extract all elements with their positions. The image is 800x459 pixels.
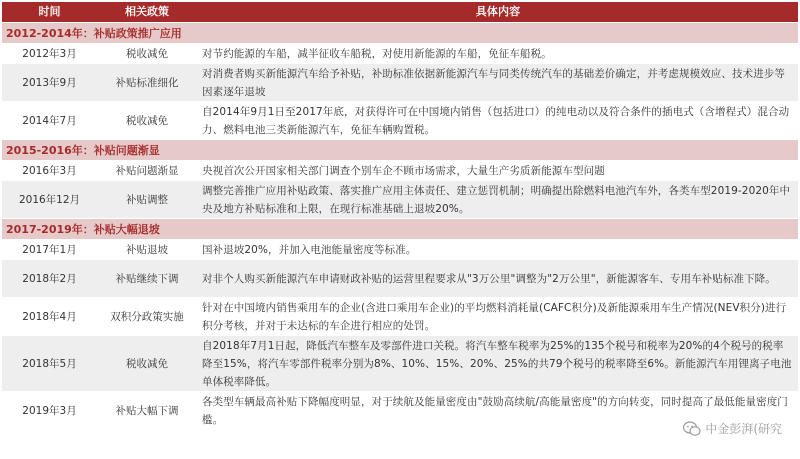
- cell-policy: 双积分政策实施: [110, 310, 184, 323]
- table-row: [2, 181, 798, 219]
- cell-time: 2014年7月: [22, 114, 77, 127]
- cell-content: 对非个人购买新能源汽车申请财政补贴的运营里程要求从"3万公里"调整为"2万公里"，新能源客车、专用车补贴标准下降。: [202, 272, 776, 285]
- header-time: 时间: [38, 5, 61, 18]
- cell-time: 2017年1月: [22, 243, 77, 256]
- cell-time: 2018年5月: [22, 357, 77, 370]
- cell-policy: 补贴调整: [126, 193, 168, 206]
- cell-policy: 税收减免: [126, 47, 168, 60]
- table-row: [2, 336, 798, 392]
- cell-policy: 补贴问题渐显: [115, 164, 179, 177]
- cell-time: 2019年3月: [22, 404, 77, 417]
- table-row: [2, 240, 798, 260]
- table-row: [2, 260, 798, 298]
- cell-time: 2012年3月: [22, 47, 77, 60]
- table-row: [2, 298, 798, 336]
- section-header: 2015-2016年：补贴问题渐显: [2, 140, 798, 161]
- cell-time: 2018年2月: [22, 272, 77, 285]
- cell-policy: 补贴标准细化: [115, 76, 179, 89]
- cell-content: 对消费者购买新能源汽车给予补贴，补助标准依据新能源汽车与同类传统汽车的基础差价确定，并考虑规模效应、技术进步等因素逐年退坡: [202, 67, 785, 98]
- cell-time: 2018年4月: [22, 310, 77, 323]
- cell-content: 国补退坡20%，并加入电池能量密度等标准。: [202, 243, 417, 256]
- cell-content: 央视首次公开国家相关部门调查个别车企不顾市场需求，大量生产劣质新能源车型问题: [202, 164, 605, 177]
- cell-content: 对节约能源的车船，减半征收车船税，对使用新能源的车船，免征车船税。: [202, 47, 552, 60]
- cell-time: 2016年12月: [18, 193, 81, 206]
- header-content: 具体内容: [475, 5, 521, 18]
- section-header: 2017-2019年：补贴大幅退坡: [2, 219, 798, 240]
- cell-policy: 税收减免: [126, 357, 168, 370]
- cell-content: 自2018年7月1日起，降低汽车整车及零部件进口关税。将汽车整车税率为25%的135个税号和税率为20%的4个税号的税率降至15%，将汽车零部件税率分别为8%、10%、15%、20%、25%的共79个税号的税率降至6%。新能源汽车用锂离子电池单体税率降低。: [202, 339, 792, 388]
- watermark: [683, 420, 782, 437]
- cell-policy: 税收减免: [126, 114, 168, 127]
- header-policy: 相关政策: [125, 5, 169, 18]
- table-row: [2, 392, 798, 430]
- table-row: [2, 64, 798, 102]
- cell-content: 各类型车辆最高补贴下降幅度明显，对于续航及能量密度由"鼓励高续航/高能量密度"的方向转变，同时提高了最低能量密度门槛。: [202, 395, 788, 426]
- cell-policy: 补贴退坡: [126, 243, 168, 256]
- policy-table: [2, 2, 798, 430]
- section-header: 2012-2014年：补贴政策推广应用: [2, 23, 798, 44]
- cell-content: 针对在中国境内销售乘用车的企业(含进口乘用车企业)的平均燃料消耗量(CAFC积分)及新能源乘用车生产情况(NEV积分)进行积分考核，并对于未达标的车企进行相应的处罚。: [202, 301, 787, 332]
- cell-policy: 补贴大幅下调: [115, 404, 179, 417]
- wechat-icon: [683, 421, 701, 437]
- table-row: [2, 44, 798, 64]
- table-row: [2, 102, 798, 140]
- cell-content: 调整完善推广应用补贴政策、落实推广应用主体责任、建立惩罚机制；明确提出除燃料电池汽车外，各类车型2019-2020年中央及地方补贴标准和上限，在现行标准基础上退坡20%。: [202, 184, 791, 215]
- cell-content: 自2014年9月1日至2017年底，对获得许可在中国境内销售（包括进口）的纯电动以及符合条件的插电式（含增程式）混合动力、燃料电池三类新能源汽车，免征车辆购置税。: [202, 105, 790, 136]
- table-header: [2, 2, 798, 23]
- cell-time: 2013年9月: [22, 76, 77, 89]
- cell-policy: 补贴继续下调: [115, 272, 179, 285]
- table-row: [2, 161, 798, 181]
- cell-time: 2016年3月: [22, 164, 77, 177]
- watermark-text: 中金彭湃(研究: [705, 422, 782, 436]
